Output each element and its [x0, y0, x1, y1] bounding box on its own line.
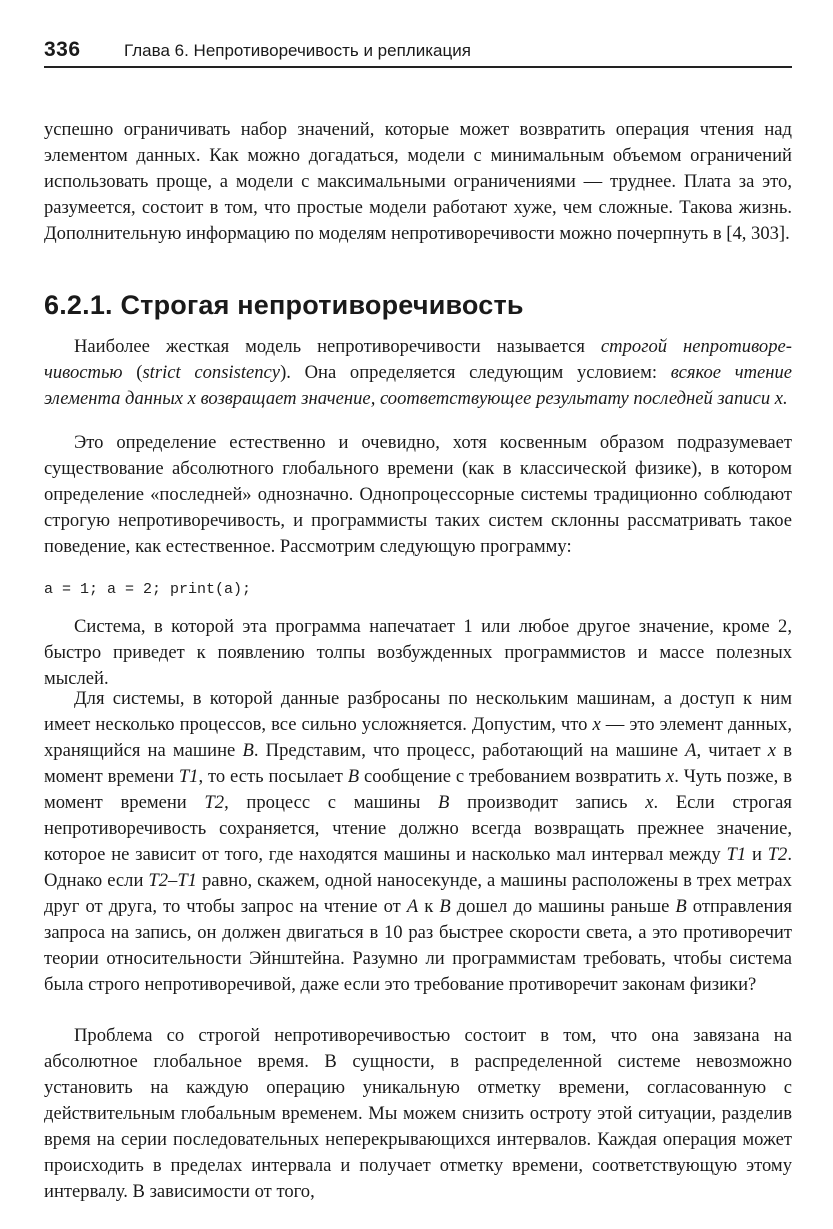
text-span: , процесс с машины [224, 792, 439, 813]
var-x: x [592, 714, 601, 735]
text-span: ). Она определяется следующим условием: [280, 362, 671, 383]
text-span: отправления запроса на запись, он должен двигаться в 10 раз быстрее скорости света, а это противоречит теории относительности Эйнштейна. Разумно ли программистам требовать, чтобы система была строго непротиворечивой, даже если это требование противоречит законам физики? [44, 896, 793, 995]
text-span: и [746, 844, 768, 865]
term-strict-consistency-ru: строгой непротиворечивостью [44, 336, 792, 383]
text-span: , читает [696, 740, 768, 761]
var-t1: T1 [178, 766, 199, 787]
text-span: равно, скажем, одной наносекунде, а машины расположены в трех метрах друг от друга, то чтобы запрос на чтение от [44, 870, 792, 917]
code-sample: a = 1; a = 2; print(a); [44, 581, 252, 598]
paragraph-3: Это определение естественно и очевидно, хотя косвенным образом подразумевает существование абсолютного глобального времени (как в классической физике), в котором определение «последней» однозначно. Однопроцессорные системы традиционно соблюдают строгую непротиворечивость, и программисты таких систем склонны рассматривать такое поведение, как естественное. Рассмотрим следующую программу: [44, 432, 792, 557]
var-t2-minus-t1: T2–T1 [148, 870, 197, 891]
var-b: B [347, 766, 360, 787]
paragraph-5 [44, 686, 792, 998]
text-span: . Представим, что процесс, работающий на машине [253, 740, 686, 761]
text-span: , то есть посылает [198, 766, 348, 787]
text-span: Для системы, в которой данные разбросаны по нескольким машинам, а доступ к ним имеет несколько процессов, все сильно усложняется. Допустим, что [44, 688, 792, 735]
var-b: B [438, 792, 450, 813]
var-t2: T2 [204, 792, 225, 813]
chapter-title: Глава 6. Непротиворечивость и репликация [124, 41, 471, 60]
text-span: . Чуть позже, в момент времени [44, 766, 792, 813]
var-a: A [685, 740, 697, 761]
var-t2: T2 [767, 844, 788, 865]
var-b: B [439, 896, 451, 917]
paragraph-6: Проблема со строгой непротиворечивостью состоит в том, что она завязана на абсолютное глобальное время. В сущности, в распределенной системе невозможно установить на каждую операцию уникальную отметку времени, согласованную с действительным глобальным временем. Мы можем снизить остроту этой ситуации, разделив время на серии последовательных неперекрывающихся интервалов. Каждая операция может происходить в пределах интервала и получает отметку времени, соответствующую этому интервалу. В зависимости от того, [44, 1025, 792, 1202]
var-x: x [767, 740, 777, 761]
var-b: B [242, 740, 254, 761]
text-span: в момент времени [44, 740, 792, 787]
running-header [44, 38, 792, 68]
text-span: Наиболее жесткая модель непротиворечивости называется [74, 336, 601, 357]
page-number: 336 [44, 38, 81, 61]
text-span: . Однако если [44, 844, 792, 891]
var-x: x [645, 792, 654, 813]
text-span: дошел до машины раньше [450, 896, 676, 917]
section-heading: 6.2.1. Строгая непротиворечивость [44, 290, 524, 320]
var-t1: T1 [726, 844, 747, 865]
term-strict-consistency-en: strict consistency [142, 362, 281, 383]
paragraph-1: успешно ограничивать набор значений, которые может возвратить операция чтения над элементом данных. Как можно догадаться, модели с минимальным объемом ограничений использовать проще, а модели с максимальными ограничениями — труднее. Плата за это, разумеется, состоит в том, что простые модели работают хуже, чем сложные. Такова жизнь. Дополнительную информацию по моделям непротиворечивости можно почерпнуть в [4, 303]. [44, 119, 792, 244]
paragraph-4: Система, в которой эта программа напечатает 1 или любое другое значение, кроме 2, быстро приведет к появлению толпы возбужденных программистов и массе полезных мыслей. [44, 616, 792, 689]
text-span: — это элемент данных, хранящийся на машине [44, 714, 792, 761]
text-span: производит запись [449, 792, 646, 813]
definition-text: всякое чтение элемента данных x возвращает значение, соответствующее результату последней записи x. [44, 362, 793, 409]
text-span: к [418, 896, 440, 917]
var-b: B [675, 896, 687, 917]
text-span: сообщение с требованием возвратить [359, 766, 666, 787]
text-span: ( [122, 362, 143, 383]
var-a: A [406, 896, 419, 917]
text-span: . Если строгая непротиворечивость сохраняется, чтение должно всегда возвращать прежнее значение, которое не зависит от того, где находятся машины и насколько мал интервал между [44, 792, 792, 865]
paragraph-2 [44, 334, 792, 412]
var-x: x [665, 766, 675, 787]
